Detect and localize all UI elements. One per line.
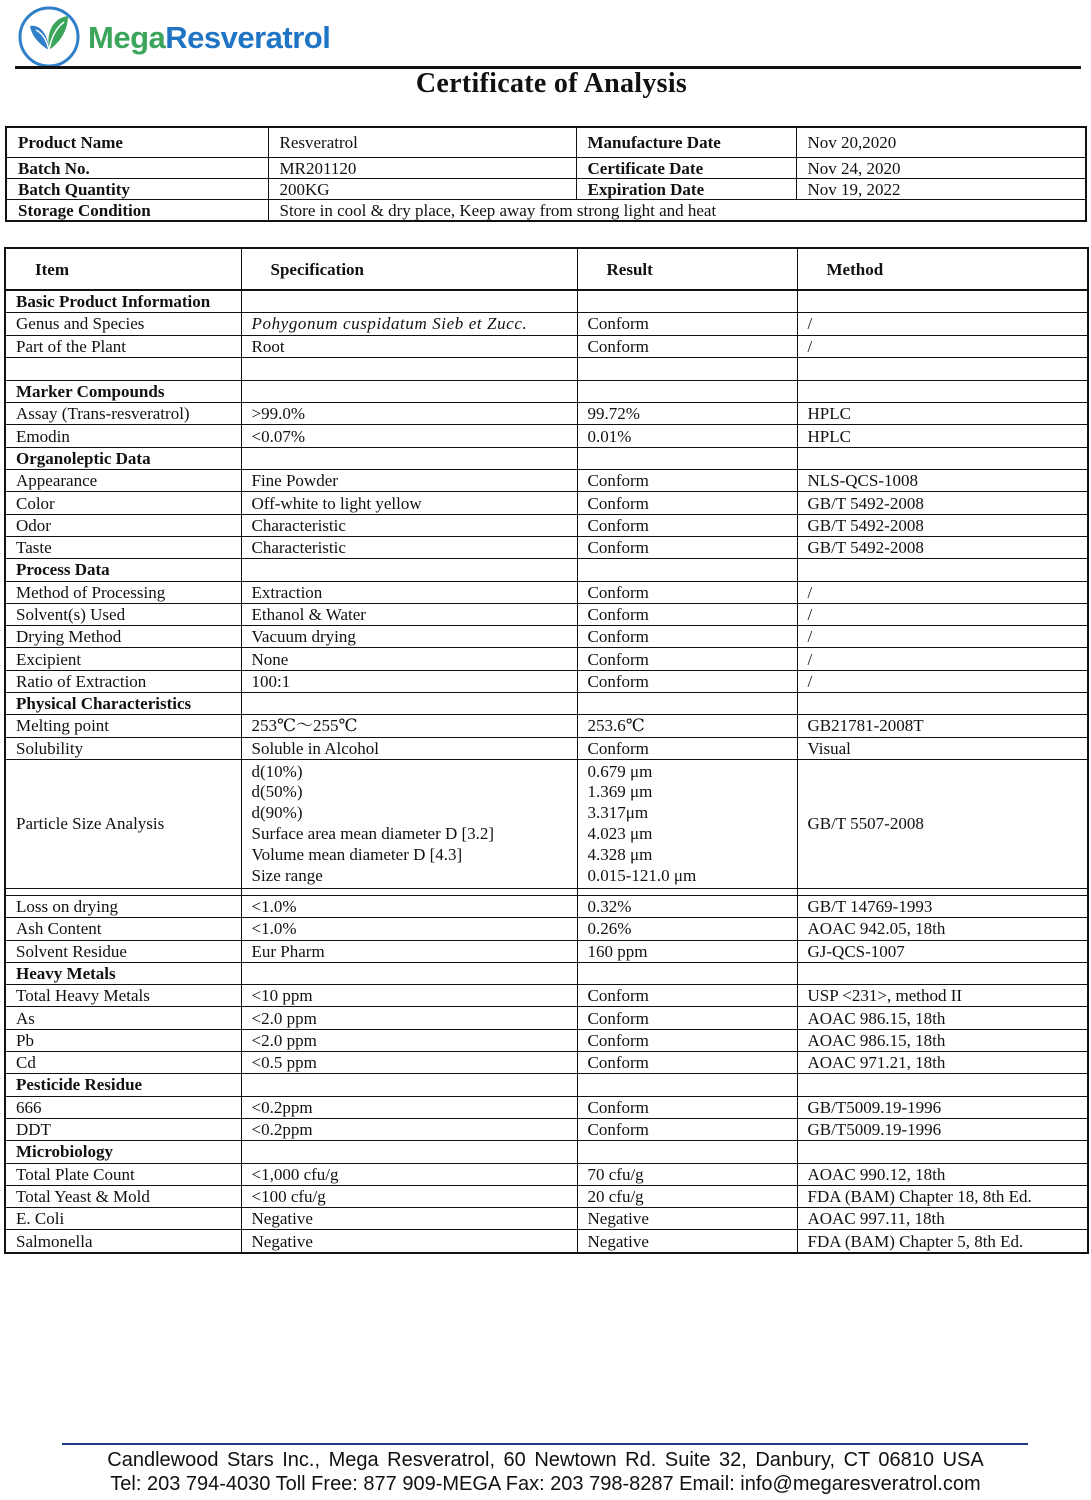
brand-name-part1: Mega — [88, 20, 166, 55]
item-cell: Total Heavy Metals — [5, 985, 241, 1007]
item-cell: Solvent Residue — [5, 940, 241, 962]
section-title: Pesticide Residue — [5, 1074, 241, 1096]
spec-cell: Fine Powder — [241, 470, 577, 492]
method-cell: GJ-QCS-1007 — [797, 940, 1088, 962]
header-method: Method — [797, 248, 1088, 290]
spec-cell: Root — [241, 335, 577, 357]
section-title: Microbiology — [5, 1141, 241, 1163]
particle-result: 0.679 μm — [587, 761, 653, 781]
item-cell: As — [5, 1007, 241, 1029]
table-row — [5, 1029, 1088, 1051]
document-title-text: Certificate of Analysis — [415, 68, 688, 99]
result-cell: Conform — [577, 737, 797, 759]
spec-cell: 253℃～255℃ — [241, 715, 577, 737]
header-specification: Specification — [241, 248, 577, 290]
batch-quantity-value: 200KG — [268, 179, 576, 200]
table-row — [5, 940, 1088, 962]
section-row — [5, 447, 1088, 469]
table-row — [5, 1185, 1088, 1207]
item-cell: Excipient — [5, 648, 241, 670]
method-cell: FDA (BAM) Chapter 18, 8th Ed. — [797, 1185, 1088, 1207]
table-row — [5, 1118, 1088, 1140]
table-row — [5, 918, 1088, 940]
spacer-row — [5, 888, 1088, 895]
expiration-date-label: Expiration Date — [576, 179, 796, 200]
table-row — [5, 1230, 1088, 1253]
result-cell: Negative — [577, 1208, 797, 1230]
spec-cell: Extraction — [241, 581, 577, 603]
item-cell: Loss on drying — [5, 895, 241, 917]
section-title: Organoleptic Data — [5, 447, 241, 469]
table-row — [5, 514, 1088, 536]
table-row — [5, 536, 1088, 558]
method-cell: / — [797, 670, 1088, 692]
particle-spec: d(50%) — [251, 782, 303, 802]
result-cell: Conform — [577, 335, 797, 357]
table-row — [5, 715, 1088, 737]
particle-spec: Surface area mean diameter D [3.2] — [251, 823, 495, 843]
section-title: Marker Compounds — [5, 380, 241, 402]
spec-cell: Vacuum drying — [241, 626, 577, 648]
result-cell: Conform — [577, 648, 797, 670]
table-row — [5, 425, 1088, 447]
method-cell: GB/T5009.19-1996 — [797, 1096, 1088, 1118]
result-cell: Conform — [577, 1052, 797, 1074]
item-cell: Pb — [5, 1029, 241, 1051]
section-row — [5, 1141, 1088, 1163]
particle-spec: d(10%) — [251, 761, 303, 781]
spec-cell: Characteristic — [241, 536, 577, 558]
table-header-row — [5, 248, 1088, 290]
method-cell: AOAC 986.15, 18th — [797, 1029, 1088, 1051]
leaf-globe-logo-icon — [18, 6, 80, 68]
manufacture-date-label: Manufacture Date — [576, 127, 796, 158]
storage-condition-label: Storage Condition — [6, 200, 268, 222]
footer-divider — [62, 1443, 1028, 1445]
table-row — [5, 313, 1088, 335]
table-row — [5, 581, 1088, 603]
result-cell: Conform — [577, 470, 797, 492]
result-cell: Conform — [577, 603, 797, 625]
spec-cell: <10 ppm — [241, 985, 577, 1007]
info-row — [6, 127, 1086, 158]
product-info-table — [5, 126, 1087, 222]
batch-quantity-label: Batch Quantity — [6, 179, 268, 200]
result-cell: Conform — [577, 1118, 797, 1140]
brand-name-part2: Resveratrol — [165, 20, 331, 55]
result-cell: Conform — [577, 581, 797, 603]
brand-logo — [18, 6, 330, 68]
method-cell: Visual — [797, 737, 1088, 759]
header-item: Item — [5, 248, 241, 290]
item-cell: DDT — [5, 1118, 241, 1140]
info-row — [6, 200, 1086, 222]
spec-cell: Off-white to light yellow — [241, 492, 577, 514]
table-row — [5, 737, 1088, 759]
particle-size-results — [577, 759, 797, 888]
table-row — [5, 335, 1088, 357]
method-cell: GB/T 5492-2008 — [797, 492, 1088, 514]
table-row — [5, 1096, 1088, 1118]
particle-result: 3.317μm — [587, 803, 649, 823]
result-cell: Conform — [577, 1007, 797, 1029]
method-cell: HPLC — [797, 403, 1088, 425]
method-cell: / — [797, 335, 1088, 357]
method-cell: GB/T 5492-2008 — [797, 514, 1088, 536]
spec-cell: Soluble in Alcohol — [241, 737, 577, 759]
certificate-date-value: Nov 24, 2020 — [796, 158, 1086, 179]
item-cell: Color — [5, 492, 241, 514]
particle-result: 1.369 μm — [587, 782, 653, 802]
item-cell: Part of the Plant — [5, 335, 241, 357]
result-cell: 0.32% — [577, 895, 797, 917]
spec-cell: <1,000 cfu/g — [241, 1163, 577, 1185]
particle-spec: Volume mean diameter D [4.3] — [251, 844, 463, 864]
table-row — [5, 985, 1088, 1007]
result-cell: 0.01% — [577, 425, 797, 447]
method-cell: / — [797, 581, 1088, 603]
result-cell: Conform — [577, 626, 797, 648]
spec-cell: Characteristic — [241, 514, 577, 536]
table-row — [5, 648, 1088, 670]
spec-cell: 100:1 — [241, 670, 577, 692]
result-cell: Conform — [577, 514, 797, 536]
method-cell: / — [797, 648, 1088, 670]
spec-cell: >99.0% — [241, 403, 577, 425]
product-name-value: Resveratrol — [268, 127, 576, 158]
method-cell: NLS-QCS-1008 — [797, 470, 1088, 492]
table-row — [5, 626, 1088, 648]
spec-cell: <100 cfu/g — [241, 1185, 577, 1207]
item-cell: Total Plate Count — [5, 1163, 241, 1185]
table-row — [5, 1007, 1088, 1029]
item-cell: Salmonella — [5, 1230, 241, 1253]
result-cell: Conform — [577, 1029, 797, 1051]
item-cell: Ash Content — [5, 918, 241, 940]
spec-cell: <0.07% — [241, 425, 577, 447]
method-cell: AOAC 971.21, 18th — [797, 1052, 1088, 1074]
spec-cell: Pohygonum cuspidatum Sieb et Zucc. — [241, 313, 577, 335]
spec-cell: <0.5 ppm — [241, 1052, 577, 1074]
method-cell: GB21781-2008T — [797, 715, 1088, 737]
item-cell: Ratio of Extraction — [5, 670, 241, 692]
spec-cell: <1.0% — [241, 918, 577, 940]
product-name-label: Product Name — [6, 127, 268, 158]
table-row — [5, 492, 1088, 514]
section-row — [5, 693, 1088, 715]
section-row — [5, 1074, 1088, 1096]
particle-size-row — [5, 759, 1088, 888]
spec-cell: <0.2ppm — [241, 1096, 577, 1118]
footer-contact: Tel: 203 794-4030 Toll Free: 877 909-MEGA Fax: 203 798-8287 Email: info@megaresveratrol.com — [110, 1473, 981, 1495]
particle-result: 4.023 μm — [587, 823, 653, 843]
result-cell: Conform — [577, 1096, 797, 1118]
document-title — [0, 68, 1091, 100]
table-row — [5, 1208, 1088, 1230]
spec-cell: Negative — [241, 1230, 577, 1253]
item-cell: Assay (Trans-resveratrol) — [5, 403, 241, 425]
spec-cell: Eur Pharm — [241, 940, 577, 962]
result-cell: 20 cfu/g — [577, 1185, 797, 1207]
method-cell: AOAC 997.11, 18th — [797, 1208, 1088, 1230]
particle-result: 4.328 μm — [587, 844, 653, 864]
result-cell: 160 ppm — [577, 940, 797, 962]
item-cell: Solvent(s) Used — [5, 603, 241, 625]
spec-cell: None — [241, 648, 577, 670]
result-cell: Conform — [577, 313, 797, 335]
section-title: Basic Product Information — [5, 290, 241, 313]
item-cell: Appearance — [5, 470, 241, 492]
method-cell: / — [797, 603, 1088, 625]
item-cell: Drying Method — [5, 626, 241, 648]
item-cell: Total Yeast & Mold — [5, 1185, 241, 1207]
method-cell: GB/T 5492-2008 — [797, 536, 1088, 558]
method-cell: / — [797, 313, 1088, 335]
batch-no-value: MR201120 — [268, 158, 576, 179]
item-cell: Solubility — [5, 737, 241, 759]
result-cell: Conform — [577, 492, 797, 514]
method-cell: / — [797, 626, 1088, 648]
item-cell: Cd — [5, 1052, 241, 1074]
section-title: Physical Characteristics — [5, 693, 241, 715]
section-title: Heavy Metals — [5, 962, 241, 984]
table-row — [5, 470, 1088, 492]
result-cell: Conform — [577, 536, 797, 558]
method-cell: GB/T 14769-1993 — [797, 895, 1088, 917]
particle-size-method: GB/T 5507-2008 — [797, 759, 1088, 888]
result-cell: 70 cfu/g — [577, 1163, 797, 1185]
spec-cell: <0.2ppm — [241, 1118, 577, 1140]
info-row — [6, 158, 1086, 179]
item-cell: Odor — [5, 514, 241, 536]
particle-result: 0.015-121.0 μm — [587, 865, 697, 885]
spec-cell: <1.0% — [241, 895, 577, 917]
spec-cell: <2.0 ppm — [241, 1029, 577, 1051]
item-cell: Genus and Species — [5, 313, 241, 335]
section-row — [5, 559, 1088, 581]
particle-spec: d(90%) — [251, 803, 303, 823]
particle-spec: Size range — [251, 865, 323, 885]
item-cell: Emodin — [5, 425, 241, 447]
result-cell: Conform — [577, 985, 797, 1007]
section-row — [5, 962, 1088, 984]
item-cell: E. Coli — [5, 1208, 241, 1230]
section-row — [5, 380, 1088, 402]
storage-condition-value: Store in cool & dry place, Keep away from strong light and heat — [268, 200, 1086, 222]
method-cell: HPLC — [797, 425, 1088, 447]
analysis-table — [4, 247, 1089, 1254]
particle-size-specs — [241, 759, 577, 888]
table-row — [5, 895, 1088, 917]
method-cell: GB/T5009.19-1996 — [797, 1118, 1088, 1140]
item-cell: Taste — [5, 536, 241, 558]
table-row — [5, 1163, 1088, 1185]
table-row — [5, 403, 1088, 425]
method-cell: FDA (BAM) Chapter 5, 8th Ed. — [797, 1230, 1088, 1253]
particle-size-item: Particle Size Analysis — [5, 759, 241, 888]
batch-no-label: Batch No. — [6, 158, 268, 179]
spec-cell: <2.0 ppm — [241, 1007, 577, 1029]
manufacture-date-value: Nov 20,2020 — [796, 127, 1086, 158]
info-row — [6, 179, 1086, 200]
method-cell: AOAC 986.15, 18th — [797, 1007, 1088, 1029]
item-cell: Method of Processing — [5, 581, 241, 603]
certificate-date-label: Certificate Date — [576, 158, 796, 179]
expiration-date-value: Nov 19, 2022 — [796, 179, 1086, 200]
table-row — [5, 603, 1088, 625]
table-row — [5, 1052, 1088, 1074]
brand-name — [88, 20, 330, 56]
blank-row — [5, 357, 1088, 380]
spec-cell: Negative — [241, 1208, 577, 1230]
item-cell: Melting point — [5, 715, 241, 737]
section-title: Process Data — [5, 559, 241, 581]
method-cell: AOAC 990.12, 18th — [797, 1163, 1088, 1185]
method-cell: AOAC 942.05, 18th — [797, 918, 1088, 940]
result-cell: 253.6℃ — [577, 715, 797, 737]
table-row — [5, 670, 1088, 692]
header-result: Result — [577, 248, 797, 290]
method-cell: USP <231>, method II — [797, 985, 1088, 1007]
result-cell: Conform — [577, 670, 797, 692]
footer-address: Candlewood Stars Inc., Mega Resveratrol, 60 Newtown Rd. Suite 32, Danbury, CT 06810 USA — [107, 1449, 984, 1471]
result-cell: Negative — [577, 1230, 797, 1253]
result-cell: 0.26% — [577, 918, 797, 940]
item-cell: 666 — [5, 1096, 241, 1118]
spec-cell: Ethanol & Water — [241, 603, 577, 625]
section-row — [5, 290, 1088, 313]
result-cell: 99.72% — [577, 403, 797, 425]
